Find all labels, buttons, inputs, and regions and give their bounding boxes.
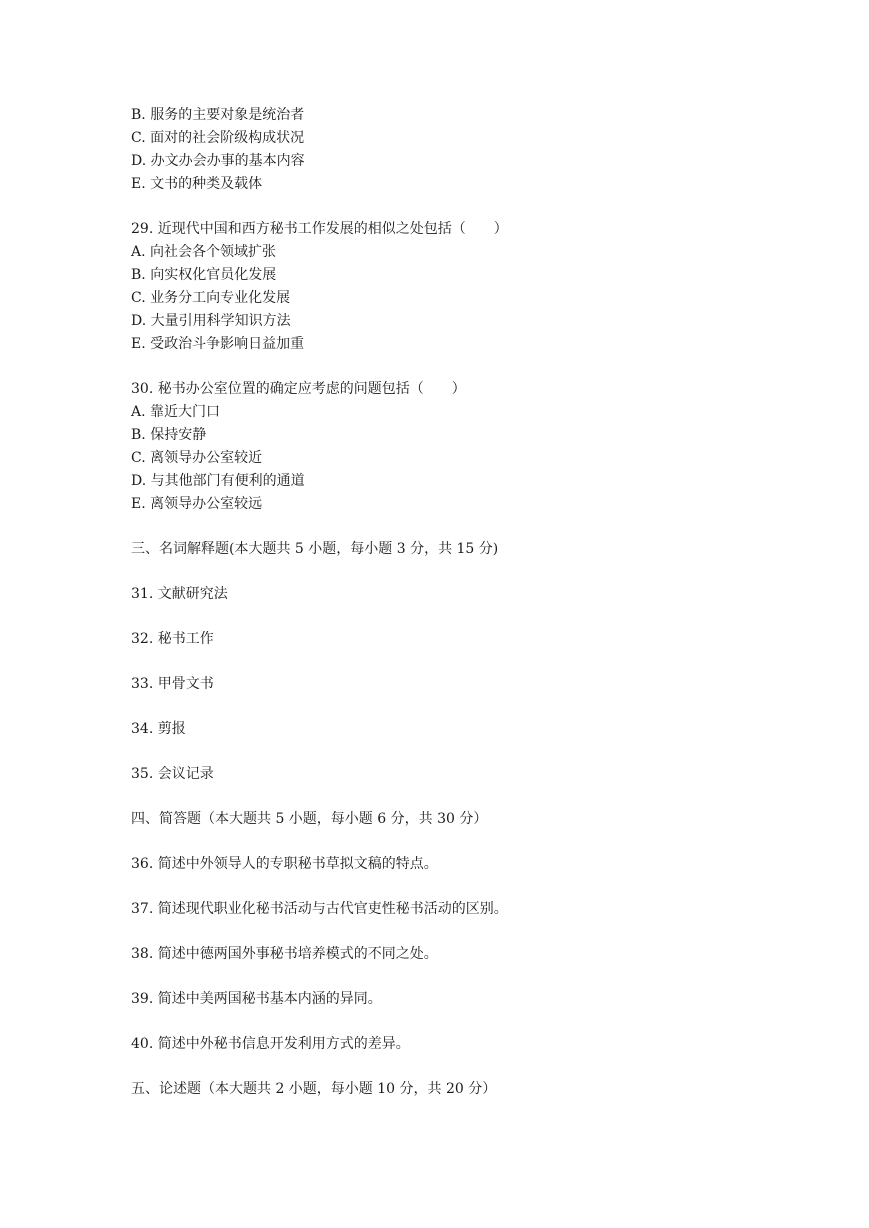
q29-option-c: C. 业务分工向专业化发展: [131, 290, 291, 306]
question-34: 34. 剪报: [131, 721, 186, 737]
q29-option-e: E. 受政治斗争影响日益加重: [131, 336, 305, 352]
section-4-heading: 四、简答题（本大题共 5 小题，每小题 6 分，共 30 分）: [131, 811, 488, 827]
question-36: 36. 简述中外领导人的专职秘书草拟文稿的特点。: [131, 856, 438, 872]
q30-option-b: B. 保持安静: [131, 427, 207, 443]
q28-option-b: B. 服务的主要对象是统治者: [131, 107, 305, 123]
q30-option-d: D. 与其他部门有便利的通道: [131, 473, 305, 489]
q28-option-e: E. 文书的种类及载体: [131, 176, 263, 192]
section-4: [131, 808, 771, 1056]
q29-option-d: D. 大量引用科学知识方法: [131, 313, 291, 329]
section-3: [131, 538, 771, 786]
section-5-heading: 五、论述题（本大题共 2 小题，每小题 10 分，共 20 分）: [131, 1081, 497, 1097]
q30-option-e: E. 离领导办公室较远: [131, 496, 263, 512]
question-31: 31. 文献研究法: [131, 586, 228, 602]
question-33: 33. 甲骨文书: [131, 676, 214, 692]
q30-option-c: C. 离领导办公室较近: [131, 450, 263, 466]
q28-option-c: C. 面对的社会阶级构成状况: [131, 130, 305, 146]
question-30: [131, 378, 771, 516]
question-29: [131, 218, 771, 356]
q30-option-a: A. 靠近大门口: [131, 404, 221, 420]
question-39: 39. 简述中美两国秘书基本内涵的异同。: [131, 991, 382, 1007]
exam-page: [131, 104, 771, 1101]
question-40: 40. 简述中外秘书信息开发利用方式的差异。: [131, 1036, 410, 1052]
q28-option-d: D. 办文办会办事的基本内容: [131, 153, 305, 169]
q29-option-b: B. 向实权化官员化发展: [131, 267, 277, 283]
q29-option-a: A. 向社会各个领域扩张: [131, 244, 277, 260]
q29-stem: 29. 近现代中国和西方秘书工作发展的相似之处包括（ ）: [131, 221, 508, 237]
question-32: 32. 秘书工作: [131, 631, 214, 647]
question-37: 37. 简述现代职业化秘书活动与古代官吏性秘书活动的区别。: [131, 901, 508, 917]
section-5: [131, 1078, 771, 1101]
section-3-heading: 三、名词解释题(本大题共 5 小题，每小题 3 分，共 15 分): [131, 541, 499, 557]
question-35: 35. 会议记录: [131, 766, 214, 782]
question-38: 38. 简述中德两国外事秘书培养模式的不同之处。: [131, 946, 438, 962]
q30-stem: 30. 秘书办公室位置的确定应考虑的问题包括（ ）: [131, 381, 466, 397]
q28-options: [131, 104, 771, 196]
